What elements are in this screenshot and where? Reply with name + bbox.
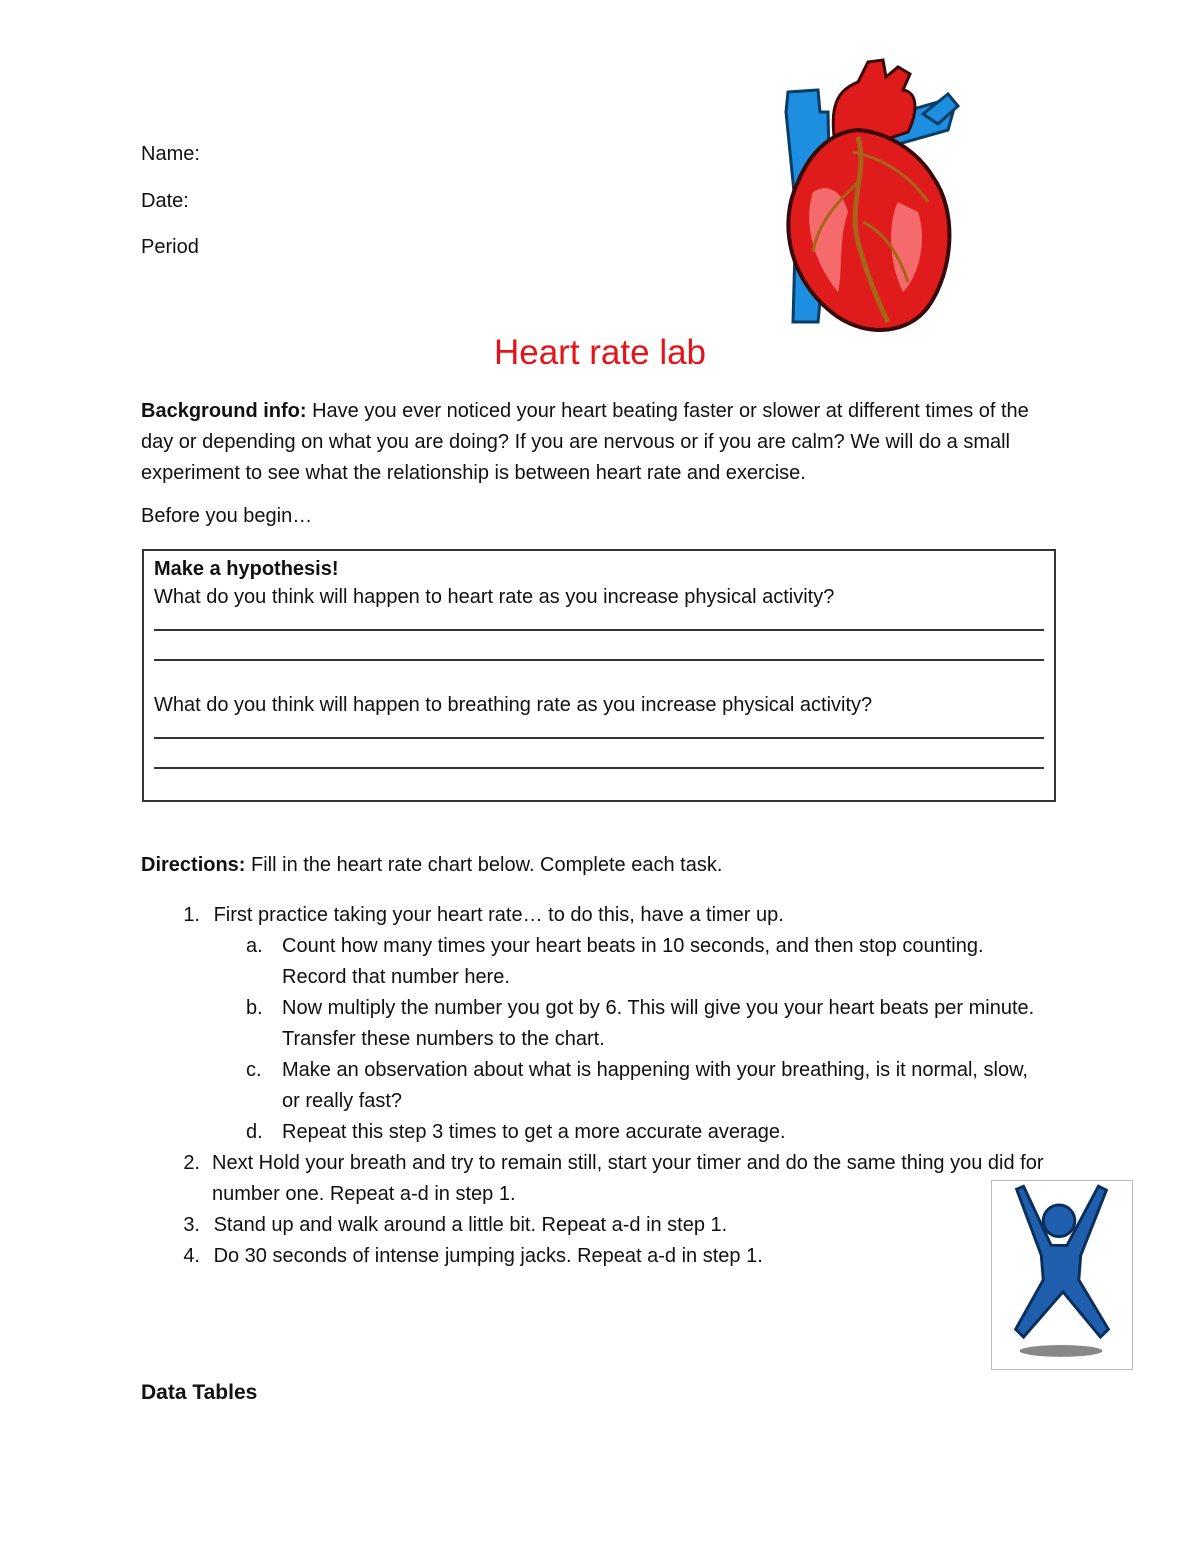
- background-text: Have you ever noticed your heart beating faster or slower at different times of the day or depending on what you are doing? If you are nervous or if you are calm? We will do a small experiment to see what the relationship is between heart rate and exercise.: [141, 400, 1029, 484]
- step-number: 4.: [183, 1245, 200, 1267]
- date-label: Date:: [141, 190, 189, 212]
- step-number: 2.: [183, 1152, 200, 1174]
- answer-line[interactable]: [154, 767, 1044, 769]
- substep-item: [246, 931, 1046, 993]
- background-label: Background info:: [141, 400, 307, 422]
- heart-illustration: [758, 52, 968, 338]
- substep-letter: b.: [246, 997, 263, 1019]
- substep-text: Repeat this step 3 times to get a more accurate average.: [282, 1121, 786, 1143]
- hypothesis-title: Make a hypothesis!: [154, 558, 339, 580]
- jumping-jacks-illustration: [991, 1180, 1133, 1370]
- step-item: [170, 1241, 970, 1272]
- step-number: 1.: [183, 904, 200, 926]
- directions-text: Fill in the heart rate chart below. Complete each task.: [245, 854, 723, 876]
- page-title: Heart rate lab: [493, 333, 707, 372]
- step-number: 3.: [183, 1214, 200, 1236]
- period-label: Period: [141, 236, 199, 258]
- hypothesis-question-heart: What do you think will happen to heart rate as you increase physical activity?: [154, 586, 835, 608]
- substep-letter: c.: [246, 1059, 262, 1081]
- substep-text: Count how many times your heart beats in 10 seconds, and then stop counting. Record that number here.: [282, 935, 984, 988]
- background-info: [141, 396, 1061, 489]
- answer-line[interactable]: [154, 629, 1044, 631]
- substep-letter: a.: [246, 935, 263, 957]
- step-text: Do 30 seconds of intense jumping jacks. Repeat a-d in step 1.: [213, 1245, 763, 1267]
- step-item: [170, 900, 1050, 931]
- directions: [141, 854, 722, 877]
- directions-label: Directions:: [141, 854, 246, 876]
- step-text: Next Hold your breath and try to remain still, start your timer and do the same thing you did for number one. Repeat a-d in step 1.: [212, 1152, 1044, 1205]
- answer-line[interactable]: [154, 659, 1044, 661]
- before-text: Before you begin…: [141, 505, 313, 527]
- step-item: [170, 1210, 970, 1241]
- step-text: First practice taking your heart rate… to do this, have a timer up.: [213, 904, 784, 926]
- answer-line[interactable]: [154, 737, 1044, 739]
- substep-text: Now multiply the number you got by 6. This will give you your heart beats per minute. Transfer these numbers to the chart.: [282, 997, 1035, 1050]
- substep-text: Make an observation about what is happening with your breathing, is it normal, slow, or really fast?: [282, 1059, 1028, 1112]
- substep-item: [246, 993, 1046, 1055]
- step-text: Stand up and walk around a little bit. Repeat a-d in step 1.: [213, 1214, 728, 1236]
- step-item: [170, 1148, 1065, 1210]
- hypothesis-box: [142, 549, 1056, 802]
- substep-letter: d.: [246, 1121, 263, 1143]
- substep-item: [246, 1055, 1046, 1117]
- data-tables-heading: Data Tables: [141, 1381, 258, 1404]
- substep-item: [246, 1117, 1046, 1148]
- hypothesis-question-breathing: What do you think will happen to breathing rate as you increase physical activity?: [154, 694, 873, 716]
- name-label: Name:: [141, 143, 200, 165]
